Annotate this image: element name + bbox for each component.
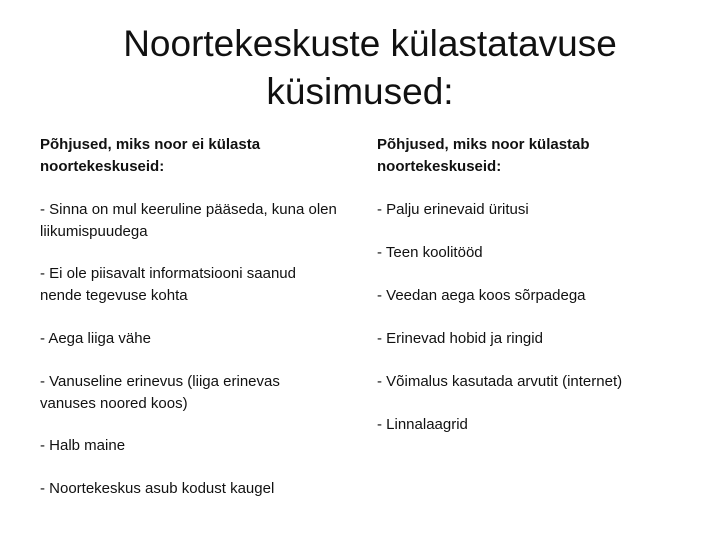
title-line-1: Noortekeskuste külastatavuse — [123, 23, 617, 64]
left-list-item: - Noortekeskus asub kodust kaugel — [40, 480, 275, 497]
left-list-item: - Ei ole piisavalt informatsiooni saanud nende tegevuse kohta — [40, 265, 296, 304]
right-list-item: - Palju erinevaid üritusi — [377, 201, 529, 218]
left-list-item: - Halb maine — [40, 437, 126, 454]
left-list-item: - Aega liiga vähe — [40, 330, 151, 347]
right-list-item: - Erinevad hobid ja ringid — [377, 330, 543, 347]
left-list-item: - Vanuseline erinevus (liiga erinevas vanuses noored koos) — [40, 373, 280, 412]
right-list-item: - Veedan aega koos sõrpadega — [377, 287, 586, 304]
right-column-heading: Põhjused, miks noor külastab noortekeskuseid: — [377, 136, 590, 175]
right-list-item: - Linnalaagrid — [377, 416, 468, 433]
slide-title — [0, 20, 720, 116]
left-column-heading: Põhjused, miks noor ei külasta noortekeskuseid: — [40, 136, 261, 175]
title-line-2: küsimused: — [266, 71, 454, 112]
right-list-item: - Teen koolitööd — [377, 244, 483, 261]
left-list-item: - Sinna on mul keeruline pääseda, kuna olen liikumispuudega — [40, 201, 337, 240]
right-list-item: - Võimalus kasutada arvutit (internet) — [377, 373, 623, 390]
